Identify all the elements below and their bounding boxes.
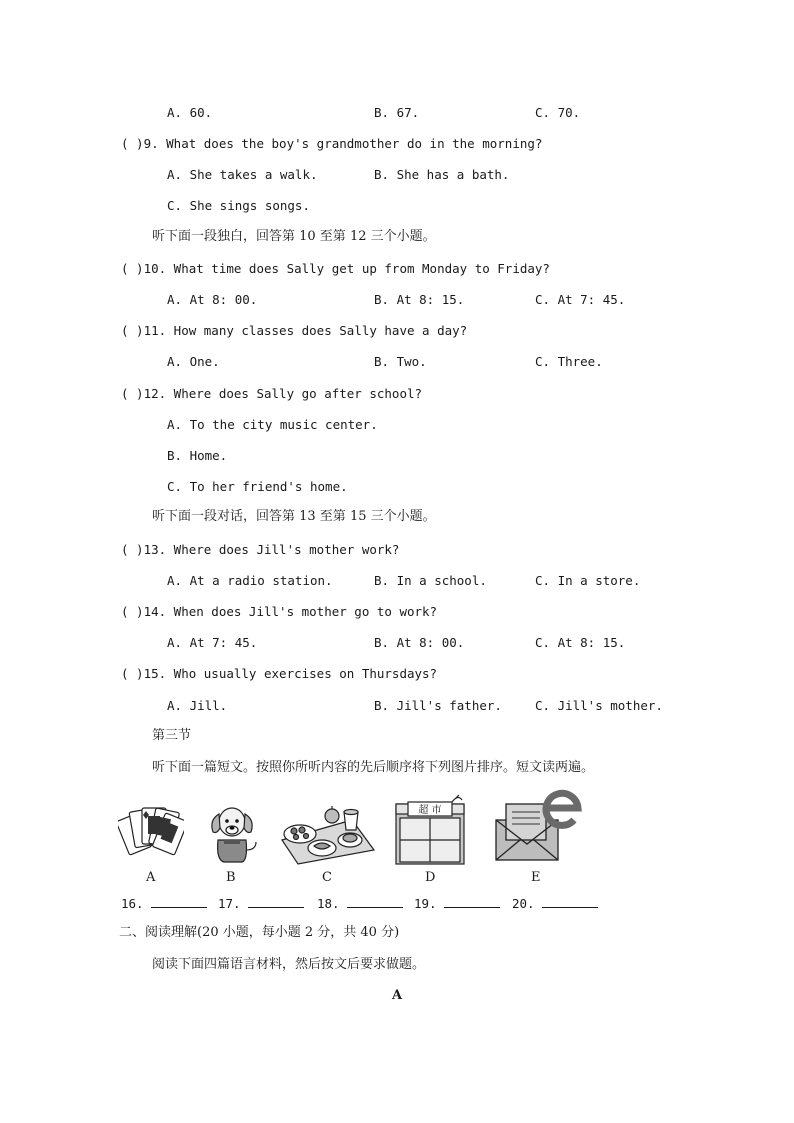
q11-option-b: B. Two.: [374, 354, 427, 369]
q13-option-b: B. In a school.: [374, 573, 487, 588]
q13-option-c: C. In a store.: [535, 573, 641, 588]
q14-option-c: C. At 8: 15.: [535, 635, 626, 650]
section-note-2: 听下面一段对话，回答第 13 至第 15 三个小题。: [152, 509, 436, 524]
q13-stem: ( )13. Where does Jill's mother work?: [121, 542, 400, 557]
supermarket-sign: 超 市: [418, 805, 442, 816]
answer-16: [121, 895, 207, 912]
answer-number: 18.: [317, 896, 340, 911]
answer-blank[interactable]: [542, 895, 598, 908]
q10-option-a: A. At 8: 00.: [167, 292, 258, 307]
food-tray-icon: [278, 800, 376, 866]
q11-option-a: A. One.: [167, 354, 220, 369]
q11-stem: ( )11. How many classes does Sally have a day?: [121, 323, 468, 338]
answer-19: [414, 895, 500, 912]
q12-option-a: A. To the city music center.: [167, 417, 378, 432]
q14-stem: ( )14. When does Jill's mother go to work?: [121, 604, 438, 619]
q12-stem: ( )12. Where does Sally go after school?: [121, 386, 423, 401]
passage-label: A: [392, 988, 403, 1003]
picture-label-e: E: [531, 870, 541, 885]
q15-option-c: C. Jill's mother.: [535, 698, 663, 713]
playing-cards-icon: [118, 802, 184, 864]
picture-label-a: A: [146, 870, 156, 885]
answer-18: [317, 895, 403, 912]
puppy-icon: [204, 802, 260, 864]
q9-option-b: B. She has a bath.: [374, 167, 510, 182]
q15-option-a: A. Jill.: [167, 698, 228, 713]
q13-option-a: A. At a radio station.: [167, 573, 333, 588]
part3-title: 第三节: [152, 728, 192, 743]
q9-option-a: A. She takes a walk.: [167, 167, 318, 182]
part3-instruction: 听下面一篇短文。按照你所听内容的先后顺序将下列图片排序。短文读两遍。: [152, 760, 595, 775]
q8-option-a: A. 60.: [167, 105, 213, 120]
q15-option-b: B. Jill's father.: [374, 698, 502, 713]
q10-option-c: C. At 7: 45.: [535, 292, 626, 307]
q14-option-b: B. At 8: 00.: [374, 635, 465, 650]
q11-option-c: C. Three.: [535, 354, 603, 369]
answer-17: [218, 895, 304, 912]
q10-stem: ( )10. What time does Sally get up from Monday to Friday?: [121, 261, 550, 276]
answer-blank[interactable]: [444, 895, 500, 908]
answer-blank[interactable]: [248, 895, 304, 908]
reading-instruction: 阅读下面四篇语言材料，然后按文后要求做题。: [152, 957, 426, 972]
q9-stem: ( )9. What does the boy's grandmother do in the morning?: [121, 136, 543, 151]
q12-option-c: C. To her friend's home.: [167, 479, 348, 494]
q10-option-b: B. At 8: 15.: [374, 292, 465, 307]
answer-number: 17.: [218, 896, 241, 911]
section-note-1: 听下面一段独白，回答第 10 至第 12 三个小题。: [152, 229, 436, 244]
answer-number: 19.: [414, 896, 437, 911]
reading-section-title: 二、阅读理解(20 小题，每小题 2 分，共 40 分): [119, 925, 400, 940]
picture-label-b: B: [226, 870, 236, 885]
q9-option-c: C. She sings songs.: [167, 198, 310, 213]
supermarket-icon: [394, 794, 466, 866]
picture-label-d: D: [425, 870, 436, 885]
q8-option-c: C. 70.: [535, 105, 581, 120]
q14-option-a: A. At 7: 45.: [167, 635, 258, 650]
answer-blank[interactable]: [151, 895, 207, 908]
email-icon: [490, 784, 582, 864]
answer-number: 16.: [121, 896, 144, 911]
answer-number: 20.: [512, 896, 535, 911]
q15-stem: ( )15. Who usually exercises on Thursdays?: [121, 666, 438, 681]
picture-label-c: C: [322, 870, 332, 885]
q12-option-b: B. Home.: [167, 448, 228, 463]
answer-20: [512, 895, 598, 912]
answer-blank[interactable]: [347, 895, 403, 908]
q8-option-b: B. 67.: [374, 105, 420, 120]
